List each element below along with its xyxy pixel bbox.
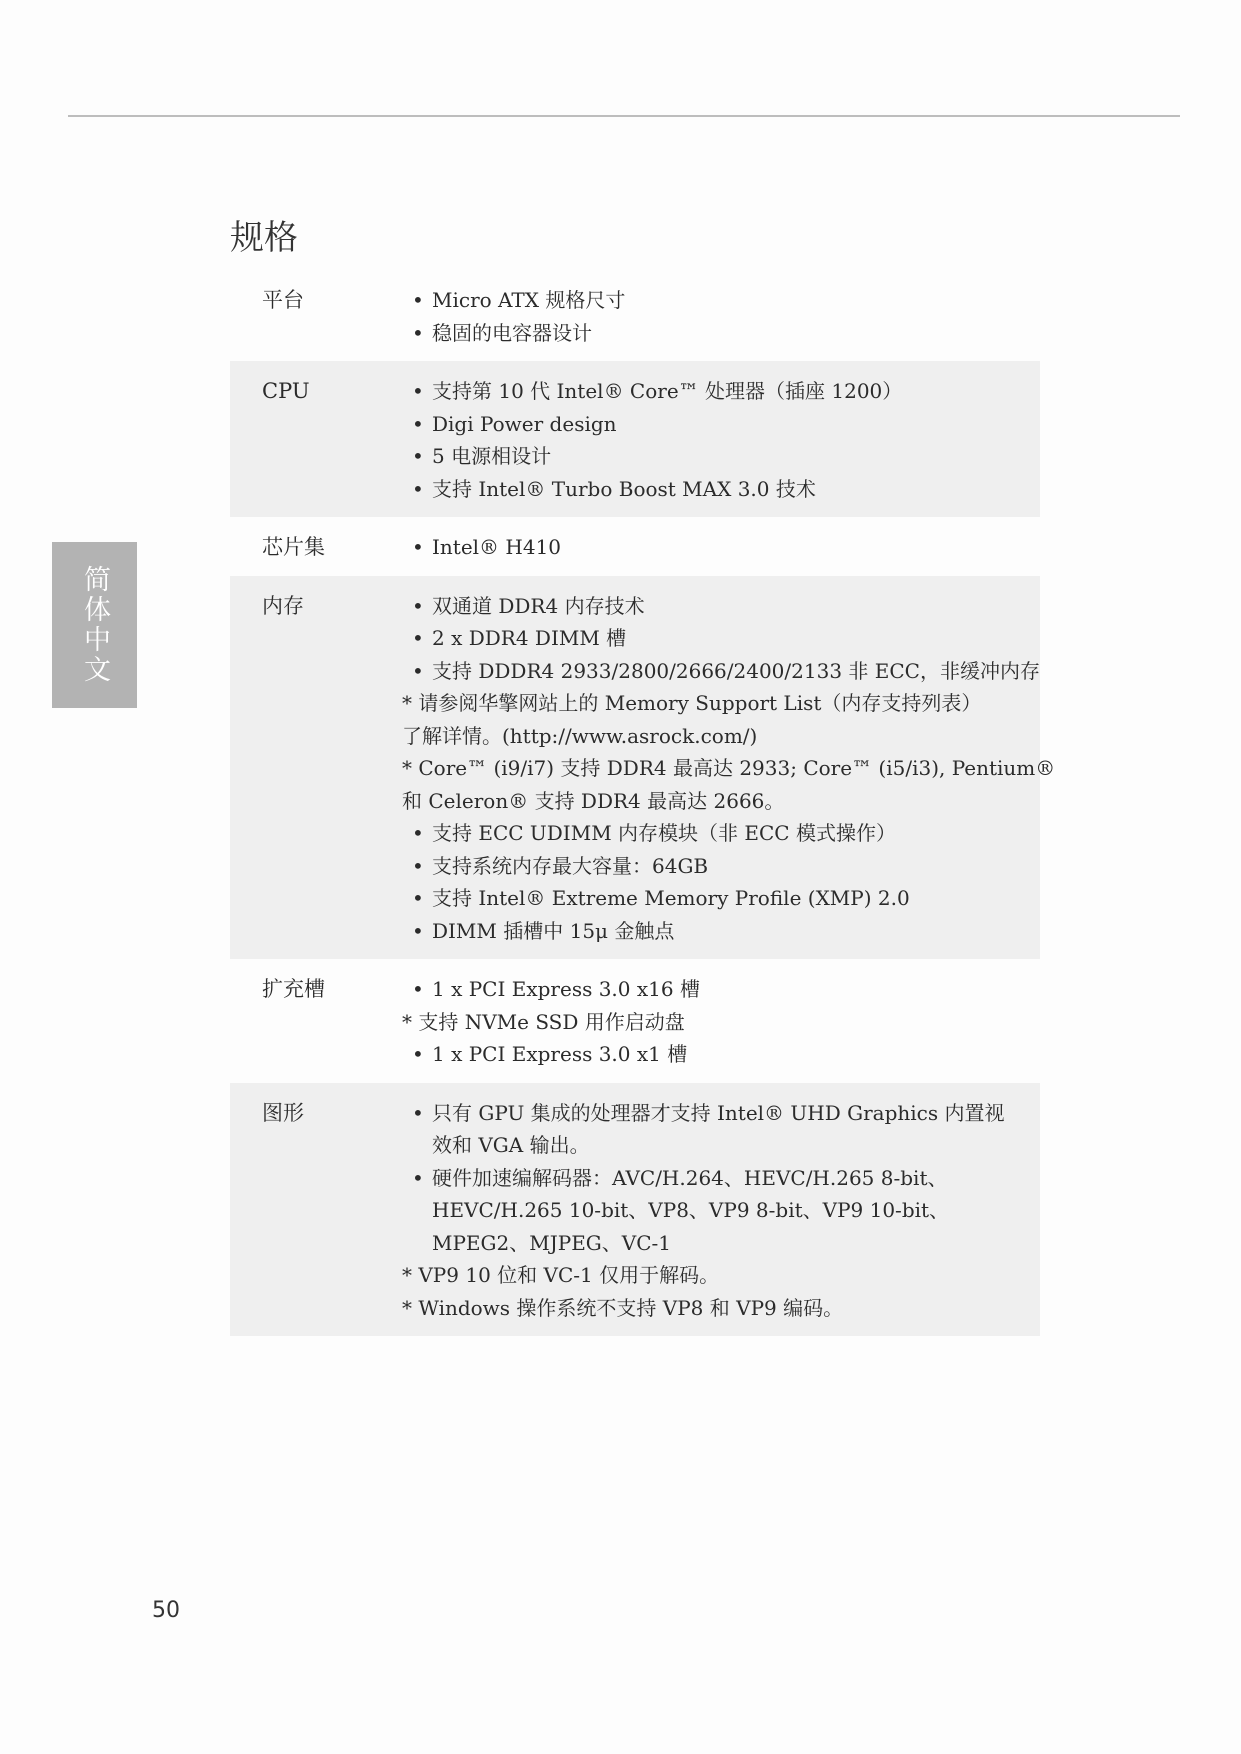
spec-continuation: 效和 VGA 输出。 <box>432 1133 590 1157</box>
spec-note: 和 Celeron® 支持 DDR4 最高达 2666。 <box>402 788 785 813</box>
spec-continuation: HEVC/H.265 10-bit、VP8、VP9 8-bit、VP9 10-bit、 <box>432 1198 950 1222</box>
spec-bullet-item: • 稳固的电容器设计 <box>402 317 1040 350</box>
spec-bullet-item: • 1 x PCI Express 3.0 x1 槽 <box>402 1038 1040 1071</box>
spec-table <box>230 270 1056 1336</box>
spec-row <box>230 361 1040 517</box>
spec-row <box>230 959 1040 1083</box>
spec-bullet-item: • Digi Power design <box>402 408 1040 441</box>
spec-continuation: MPEG2、MJPEG、VC-1 <box>432 1230 671 1255</box>
page-number: 50 <box>152 1598 180 1623</box>
spec-note: * 支持 NVMe SSD 用作启动盘 <box>402 1009 685 1034</box>
spec-values <box>402 284 1040 349</box>
spec-bullet-item: • 支持 Intel® Extreme Memory Profile (XMP) 2.0 <box>402 882 1055 915</box>
header-rule <box>68 115 1180 117</box>
spec-bullet-item: • 支持 Intel® Turbo Boost MAX 3.0 技术 <box>402 473 1040 506</box>
spec-bullet-item: • 2 x DDR4 DIMM 槽 <box>402 622 1055 655</box>
spec-note: * Windows 操作系统不支持 VP8 和 VP9 编码。 <box>402 1295 844 1320</box>
spec-label: CPU <box>262 379 310 403</box>
spec-label: 内存 <box>262 593 304 618</box>
spec-bullet-item: • Intel® H410 <box>402 531 1040 564</box>
spec-values <box>402 1097 1040 1325</box>
spec-bullet-item: • 只有 GPU 集成的处理器才支持 Intel® UHD Graphics 内置视 <box>402 1097 1040 1130</box>
spec-bullet-item: • 支持 ECC UDIMM 内存模块（非 ECC 模式操作） <box>402 817 1055 850</box>
spec-note: * 请参阅华擎网站上的 Memory Support List（内存支持列表） <box>402 691 982 715</box>
spec-values <box>402 590 1055 948</box>
spec-bullet-item: • 5 电源相设计 <box>402 440 1040 473</box>
language-side-tab <box>52 542 137 708</box>
spec-bullet-item: • 硬件加速编解码器：AVC/H.264、HEVC/H.265 8-bit、 <box>402 1162 1040 1195</box>
spec-bullet-item: • 支持第 10 代 Intel® Core™ 处理器（插座 1200） <box>402 375 1040 408</box>
spec-row <box>230 1083 1040 1337</box>
spec-row <box>230 270 1040 361</box>
spec-bullet-item: • 1 x PCI Express 3.0 x16 槽 <box>402 973 1040 1006</box>
spec-bullet-item: • DIMM 插槽中 15μ 金触点 <box>402 915 1055 948</box>
spec-label: 芯片集 <box>262 535 325 559</box>
spec-note: * Core™ (i9/i7) 支持 DDR4 最高达 2933; Core™ (i5/i3), Pentium® <box>402 756 1056 780</box>
spec-bullet-item: • 双通道 DDR4 内存技术 <box>402 590 1055 623</box>
spec-values <box>402 531 1040 564</box>
spec-note: * VP9 10 位和 VC-1 仅用于解码。 <box>402 1263 720 1287</box>
spec-note: 了解详情。(http://www.asrock.com/) <box>402 723 758 748</box>
spec-values <box>402 973 1040 1071</box>
page-title: 规格 <box>230 218 298 258</box>
spec-row <box>230 576 1056 960</box>
language-tab-label: 简体中文 <box>79 565 110 685</box>
spec-label: 平台 <box>262 288 304 312</box>
spec-bullet-item: • Micro ATX 规格尺寸 <box>402 284 1040 317</box>
spec-label: 扩充槽 <box>262 977 325 1001</box>
spec-row <box>230 517 1040 576</box>
spec-label: 图形 <box>262 1100 304 1125</box>
spec-bullet-item: • 支持系统内存最大容量：64GB <box>402 850 1055 883</box>
spec-values <box>402 375 1040 505</box>
spec-bullet-item: • 支持 DDDR4 2933/2800/2666/2400/2133 非 ECC，非缓冲内存 <box>402 655 1055 688</box>
